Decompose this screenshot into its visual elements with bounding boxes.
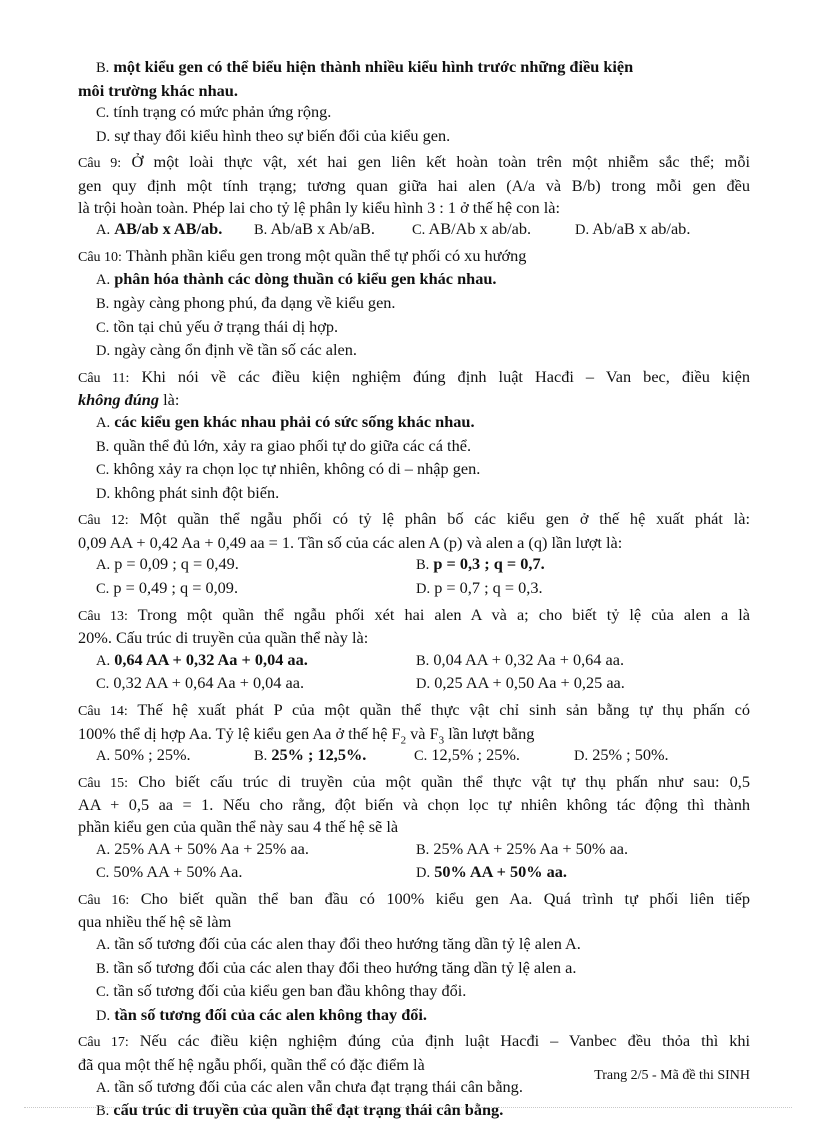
- q13-label: Câu 13:: [78, 608, 128, 624]
- q13-stem: Câu 13: Trong một quần thể ngẫu phối xét hai alen A và a; cho biết tỷ lệ của alen a là: [78, 604, 750, 624]
- q11-option-b: B. quần thể đủ lớn, xảy ra giao phối tự do giữa các cá thể.: [96, 435, 472, 455]
- q14-option-d: D. 25% ; 50%.: [574, 745, 669, 765]
- q14-stem: Câu 14: Thế hệ xuất phát P của một quần thể thực vật chỉ sinh sản bằng tự thụ phấn có: [78, 700, 751, 720]
- q15-option-b: B. 25% AA + 25% Aa + 50% aa.: [416, 838, 629, 858]
- q8-option-b: B. một kiểu gen có thể biểu hiện thành nhiều kiểu hình trước những điều kiện: [96, 57, 634, 76]
- q17-label: Câu 17:: [78, 1035, 129, 1051]
- q17-stem-2: đã qua một thế hệ ngẫu phối, quần thể có đặc điểm là: [78, 1054, 425, 1074]
- q8-option-b-text: một kiểu gen có thể biểu hiện thành nhiều kiểu hình trước những điều kiện: [113, 57, 634, 76]
- q14-options: [78, 744, 750, 768]
- q9-option-a: A. AB/ab x AB/ab.: [96, 219, 223, 239]
- q10-option-a: A. phân hóa thành các dòng thuần có kiểu gen khác nhau.: [96, 269, 497, 289]
- q16-stem: Câu 16: Cho biết quần thể ban đầu có 100% kiểu gen Aa. Quá trình tự phối liên tiếp: [78, 888, 751, 908]
- q15-option-c: C. 50% AA + 50% Aa.: [96, 862, 243, 882]
- q15-stem: Câu 15: Cho biết cấu trúc di truyền của một quần thể thực vật tự thụ phấn như sau: 0,5: [78, 771, 750, 791]
- q8-option-d: D. sự thay đổi kiểu hình theo sự biến đổi của kiểu gen.: [96, 125, 451, 145]
- q10-option-b: B. ngày càng phong phú, đa dạng về kiểu gen.: [96, 292, 396, 312]
- q11-stem: Câu 11: Khi nói về các điều kiện nghiệm đúng định luật Hacđi – Van bec, điều kiện: [78, 366, 750, 386]
- q13-options-row2: [78, 672, 750, 696]
- q9-label: Câu 9:: [78, 156, 122, 172]
- q12-label: Câu 12:: [78, 513, 129, 529]
- q13-option-c: C. 0,32 AA + 0,64 Aa + 0,04 aa.: [96, 673, 305, 693]
- q15-label: Câu 15:: [78, 775, 129, 791]
- q11-label: Câu 11:: [78, 370, 130, 386]
- q9-stem-3: là trội hoàn toàn. Phép lai cho tỷ lệ phân ly kiểu hình 3 : 1 ở thế hệ con là:: [78, 197, 561, 217]
- q15-options-row2: [78, 861, 750, 885]
- q9-stem: Câu 9: Ở một loài thực vật, xét hai gen liên kết hoàn toàn trên một nhiễm sắc thể; mỗi: [78, 152, 750, 172]
- q16-option-a: A. tần số tương đối của các alen thay đổi theo hướng tăng dần tỷ lệ alen A.: [96, 933, 581, 953]
- q17-stem: Câu 17: Nếu các điều kiện nghiệm đúng của định luật Hacđi – Vanbec đều thỏa thì khi: [78, 1031, 750, 1051]
- q12-option-b: B. p = 0,3 ; q = 0,7.: [416, 554, 545, 574]
- q13-option-d: D. 0,25 AA + 0,50 Aa + 0,25 aa.: [416, 673, 625, 693]
- q12-options-row1: [78, 553, 750, 577]
- q15-options-row1: [78, 838, 750, 862]
- q9-options: [78, 218, 750, 242]
- q14-stem-2: 100% thể dị hợp Aa. Tỷ lệ kiểu gen Aa ở thế hệ $F_2$ và $F_3$ lần lượt bằng: [78, 723, 535, 746]
- q11-stem-2: không đúng là:: [78, 390, 180, 410]
- q9-stem-2: gen quy định một tính trạng; tương quan giữa hai alen (A/a và B/b) trong mỗi gen đều: [78, 175, 750, 195]
- q11-option-a: A. các kiểu gen khác nhau phải có sức sống khác nhau.: [96, 411, 475, 431]
- q13-option-a: A. 0,64 AA + 0,32 Aa + 0,04 aa.: [96, 649, 308, 669]
- q11-option-c: C. không xảy ra chọn lọc tự nhiên, không có di – nhập gen.: [96, 459, 481, 479]
- page-divider: [24, 1107, 792, 1108]
- q16-option-c: C. tần số tương đối của kiểu gen ban đầu không thay đổi.: [96, 981, 467, 1001]
- q12-options-row2: [78, 577, 750, 601]
- q12-option-a: A. p = 0,09 ; q = 0,49.: [96, 554, 239, 574]
- q13-stem-2: 20%. Cấu trúc di truyền của quần thể này là:: [78, 628, 369, 648]
- q12-stem: Câu 12: Một quần thể ngẫu phối có tỷ lệ phân bố các kiểu gen ở thế hệ xuất phát là:: [78, 509, 750, 529]
- q13-option-b: B. 0,04 AA + 0,32 Aa + 0,64 aa.: [416, 649, 625, 669]
- q16-option-d: D. tần số tương đối của các alen không thay đổi.: [96, 1004, 427, 1024]
- q15-option-d: D. 50% AA + 50% aa.: [416, 862, 567, 882]
- q8-option-c: C. tính trạng có mức phản ứng rộng.: [96, 102, 332, 122]
- q9-option-b: B. Ab/aB x Ab/aB.: [254, 219, 375, 239]
- q14-option-a: A. 50% ; 25%.: [96, 745, 191, 765]
- q12-option-c: C. p = 0,49 ; q = 0,09.: [96, 578, 239, 598]
- q16-stem-2: qua nhiều thế hệ sẽ làm: [78, 912, 232, 932]
- q11-option-d: D. không phát sinh đột biến.: [96, 482, 280, 502]
- page-footer: Trang 2/5 - Mã đề thi SINH: [594, 1068, 750, 1083]
- q12-stem-2: 0,09 AA + 0,42 Aa + 0,49 aa = 1. Tần số của các alen A (p) và alen a (q) lần lượt là:: [78, 532, 623, 552]
- q14-label: Câu 14:: [78, 704, 128, 720]
- q15-option-a: A. 25% AA + 50% Aa + 25% aa.: [96, 838, 309, 858]
- q17-option-a: A. tần số tương đối của các alen vẫn chưa đạt trạng thái cân bằng.: [96, 1076, 523, 1096]
- q15-stem-3: phần kiểu gen của quần thể này sau 4 thế hệ sẽ là: [78, 817, 399, 836]
- q8-option-b-cont: môi trường khác nhau.: [78, 80, 238, 100]
- q10-option-c: C. tồn tại chủ yếu ở trạng thái dị hợp.: [96, 316, 339, 336]
- q14-option-c: C. 12,5% ; 25%.: [414, 745, 521, 765]
- q10-option-d: D. ngày càng ổn định về tần số các alen.: [96, 340, 357, 360]
- q15-stem-2: AA + 0,5 aa = 1. Nếu cho rằng, đột biến và chọn lọc tự nhiên không tác động thì thành: [78, 795, 750, 815]
- q10-stem: Câu 10: Thành phần kiểu gen trong một quần thể tự phối có xu hướng: [78, 245, 527, 265]
- exam-page: [78, 56, 750, 1123]
- q16-label: Câu 16:: [78, 892, 130, 908]
- q17-option-b: B. cấu trúc di truyền của quần thể đạt trạng thái cân bằng.: [96, 1100, 504, 1120]
- q11-emphasis: không đúng: [78, 390, 159, 410]
- q12-option-d: D. p = 0,7 ; q = 0,3.: [416, 578, 543, 598]
- q16-option-b: B. tần số tương đối của các alen thay đổi theo hướng tăng dần tỷ lệ alen a.: [96, 957, 577, 977]
- q9-option-d: D. Ab/aB x ab/ab.: [575, 219, 691, 239]
- q10-label: Câu 10:: [78, 249, 122, 265]
- q13-options-row1: [78, 649, 750, 673]
- q9-option-c: C. AB/Ab x ab/ab.: [412, 219, 532, 239]
- q14-option-b: B. 25% ; 12,5%.: [254, 745, 367, 765]
